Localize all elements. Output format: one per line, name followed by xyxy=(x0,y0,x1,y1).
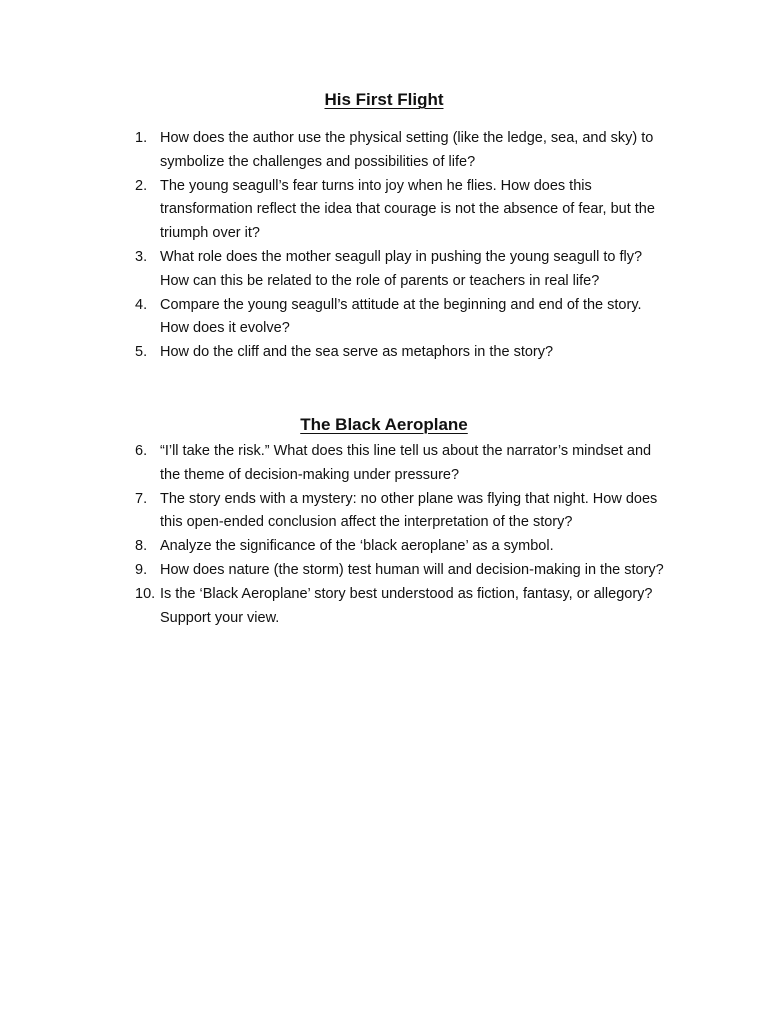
question-number: 6. xyxy=(135,443,148,459)
question-text: How does nature (the storm) test human will and decision-making in the story? xyxy=(160,561,664,578)
question-item xyxy=(135,583,665,631)
question-text: Is the ‘Black Aeroplane’ story best understood as fiction, fantasy, or allegory? Support your view. xyxy=(160,585,653,626)
question-list-the-black-aeroplane xyxy=(135,440,665,630)
question-text: Analyze the significance of the ‘black aeroplane’ as a symbol. xyxy=(160,538,554,555)
question-number: 8. xyxy=(135,538,148,555)
question-number: 9. xyxy=(135,561,148,578)
question-text: The story ends with a mystery: no other plane was flying that night. How does this open-ended conclusion affect the interpretation of the story? xyxy=(160,490,658,531)
question-number: 1. xyxy=(135,130,148,146)
section-title-his-first-flight xyxy=(0,89,768,111)
question-item xyxy=(135,535,665,559)
question-number: 10. xyxy=(135,585,156,602)
question-list-his-first-flight xyxy=(135,127,665,365)
question-item xyxy=(135,294,665,342)
question-number: 7. xyxy=(135,490,148,507)
question-text: The young seagull’s fear turns into joy when he flies. How does this transformation reflect the idea that courage is not the absence of fear, but the triumph over it? xyxy=(160,177,655,242)
section-title-text: His First Flight xyxy=(324,90,444,109)
question-text: “I’ll take the risk.” What does this line tell us about the narrator’s mindset and the theme of decision-making under pressure? xyxy=(160,443,652,483)
question-number: 5. xyxy=(135,344,148,361)
question-text: What role does the mother seagull play in pushing the young seagull to fly? How can this be related to the role of parents or teachers in real life? xyxy=(160,248,643,289)
question-number: 4. xyxy=(135,296,148,313)
question-item xyxy=(135,175,665,246)
question-text: How does the author use the physical setting (like the ledge, sea, and sky) to symbolize the challenges and possibilities of life? xyxy=(160,130,654,170)
question-item xyxy=(135,127,665,175)
question-item xyxy=(135,559,665,583)
question-item xyxy=(135,488,665,536)
section-title-text: The Black Aeroplane xyxy=(300,415,468,434)
question-item xyxy=(135,341,665,365)
question-item xyxy=(135,246,665,294)
question-text: How do the cliff and the sea serve as metaphors in the story? xyxy=(160,344,554,361)
question-item xyxy=(135,440,665,488)
section-title-the-black-aeroplane xyxy=(0,414,768,436)
question-text: Compare the young seagull’s attitude at the beginning and end of the story. How does it evolve? xyxy=(160,296,642,337)
question-number: 3. xyxy=(135,248,148,265)
question-number: 2. xyxy=(135,177,148,194)
